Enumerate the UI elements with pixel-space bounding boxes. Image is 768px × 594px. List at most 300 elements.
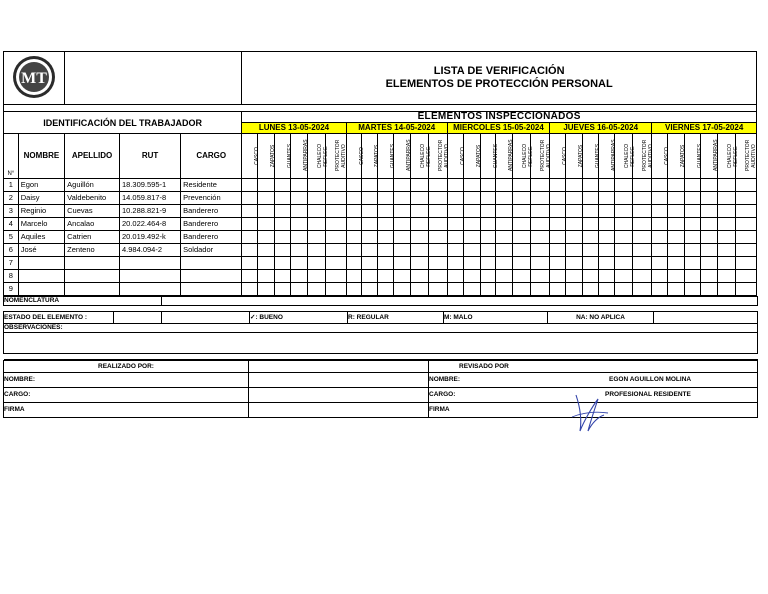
check-cell[interactable] [582,192,598,205]
check-cell[interactable] [684,283,700,296]
check-cell[interactable] [684,231,700,244]
check-cell[interactable] [346,218,362,231]
check-cell[interactable] [550,179,566,192]
check-cell[interactable] [258,231,275,244]
check-cell[interactable] [652,231,668,244]
check-cell[interactable] [565,231,582,244]
check-cell[interactable] [290,244,307,257]
check-cell[interactable] [274,283,290,296]
check-cell[interactable] [598,270,615,283]
check-cell[interactable] [325,283,346,296]
check-cell[interactable] [598,205,615,218]
check-cell[interactable] [668,270,685,283]
check-cell[interactable] [394,257,411,270]
check-cell[interactable] [668,231,685,244]
check-cell[interactable] [346,270,362,283]
check-cell[interactable] [307,179,325,192]
row-number: 3 [4,205,19,218]
check-cell[interactable] [290,205,307,218]
check-cell[interactable] [480,179,496,192]
check-cell[interactable] [274,192,290,205]
observaciones-field[interactable] [4,333,758,354]
check-cell[interactable] [346,283,362,296]
check-cell[interactable] [378,179,394,192]
check-cell[interactable] [735,270,756,283]
check-cell[interactable] [480,231,496,244]
check-cell[interactable] [394,244,411,257]
check-cell[interactable] [531,270,550,283]
check-cell[interactable] [258,218,275,231]
check-cell[interactable] [550,192,566,205]
check-cell[interactable] [496,179,513,192]
check-cell[interactable] [668,179,685,192]
worker-rut: 14.059.817-8 [119,192,180,205]
check-cell[interactable] [447,283,463,296]
check-cell[interactable] [428,179,447,192]
check-cell[interactable] [513,257,531,270]
item-header-label: CASCO [254,147,261,165]
check-cell[interactable] [463,283,480,296]
check-cell[interactable] [550,231,566,244]
check-cell[interactable] [598,192,615,205]
check-cell[interactable] [274,270,290,283]
check-cell[interactable] [410,270,428,283]
check-cell[interactable] [428,192,447,205]
check-cell[interactable] [447,218,463,231]
check-cell[interactable] [582,218,598,231]
col-cargo: CARGO [181,134,242,179]
row-number: 1 [4,179,19,192]
table-row [4,192,757,205]
check-cell[interactable] [615,179,633,192]
check-cell[interactable] [258,192,275,205]
check-cell[interactable] [531,244,550,257]
check-cell[interactable] [410,218,428,231]
check-cell[interactable] [325,192,346,205]
check-cell[interactable] [463,231,480,244]
item-header-label: CASCO [562,147,569,165]
worker-cargo: Soldador [181,244,242,257]
check-cell[interactable] [378,244,394,257]
check-cell[interactable] [346,179,362,192]
col-rut: RUT [119,134,180,179]
check-cell[interactable] [480,257,496,270]
check-cell[interactable] [447,179,463,192]
check-cell[interactable] [513,270,531,283]
check-cell[interactable] [290,192,307,205]
check-cell[interactable] [550,218,566,231]
check-cell[interactable] [325,257,346,270]
check-cell[interactable] [410,257,428,270]
check-cell[interactable] [362,205,378,218]
check-cell[interactable] [463,218,480,231]
check-cell[interactable] [463,179,480,192]
check-cell[interactable] [307,283,325,296]
check-cell[interactable] [615,231,633,244]
check-cell[interactable] [668,257,685,270]
check-cell[interactable] [346,205,362,218]
check-cell[interactable] [496,218,513,231]
check-cell[interactable] [531,192,550,205]
check-cell[interactable] [447,270,463,283]
check-cell[interactable] [717,270,735,283]
check-cell[interactable] [582,270,598,283]
check-cell[interactable] [735,283,756,296]
check-cell[interactable] [394,205,411,218]
check-cell[interactable] [668,205,685,218]
check-cell[interactable] [325,218,346,231]
check-cell[interactable] [652,257,668,270]
check-cell[interactable] [633,205,652,218]
check-cell[interactable] [463,192,480,205]
check-cell[interactable] [565,205,582,218]
check-cell[interactable] [410,231,428,244]
check-cell[interactable] [410,192,428,205]
check-cell[interactable] [565,192,582,205]
check-cell[interactable] [582,257,598,270]
check-cell[interactable] [684,270,700,283]
check-cell[interactable] [565,179,582,192]
check-cell[interactable] [362,257,378,270]
check-cell[interactable] [717,244,735,257]
check-cell[interactable] [513,283,531,296]
check-cell[interactable] [565,283,582,296]
check-cell[interactable] [717,218,735,231]
check-cell[interactable] [463,257,480,270]
check-cell[interactable] [582,179,598,192]
check-cell[interactable] [735,218,756,231]
check-cell[interactable] [633,218,652,231]
check-cell[interactable] [362,218,378,231]
check-cell[interactable] [258,283,275,296]
check-cell[interactable] [633,257,652,270]
check-cell[interactable] [362,244,378,257]
check-cell[interactable] [513,179,531,192]
check-cell[interactable] [531,205,550,218]
check-cell[interactable] [717,283,735,296]
check-cell[interactable] [652,244,668,257]
check-cell[interactable] [428,257,447,270]
check-cell[interactable] [735,257,756,270]
check-cell[interactable] [652,179,668,192]
check-cell[interactable] [274,244,290,257]
check-cell[interactable] [447,231,463,244]
check-cell[interactable] [274,179,290,192]
check-cell[interactable] [550,283,566,296]
check-cell[interactable] [550,257,566,270]
check-cell[interactable] [565,270,582,283]
check-cell[interactable] [700,244,717,257]
check-cell[interactable] [684,192,700,205]
check-cell[interactable] [447,244,463,257]
check-cell[interactable] [550,270,566,283]
worker-rut [119,257,180,270]
check-cell[interactable] [684,257,700,270]
check-cell[interactable] [735,244,756,257]
check-cell[interactable] [394,179,411,192]
check-cell[interactable] [513,231,531,244]
check-cell[interactable] [598,231,615,244]
check-cell[interactable] [447,192,463,205]
check-cell[interactable] [700,270,717,283]
check-cell[interactable] [480,270,496,283]
check-cell[interactable] [346,231,362,244]
check-cell[interactable] [378,257,394,270]
check-cell[interactable] [668,218,685,231]
check-cell[interactable] [290,218,307,231]
check-cell[interactable] [258,205,275,218]
check-cell[interactable] [362,231,378,244]
check-cell[interactable] [531,257,550,270]
check-cell[interactable] [550,244,566,257]
check-cell[interactable] [463,205,480,218]
check-cell[interactable] [496,244,513,257]
check-cell[interactable] [346,244,362,257]
worker-cargo: Prevención [181,192,242,205]
check-cell[interactable] [598,283,615,296]
check-cell[interactable] [258,179,275,192]
check-cell[interactable] [378,231,394,244]
check-cell[interactable] [242,244,258,257]
realizado-firma-field[interactable] [249,403,429,418]
check-cell[interactable] [633,270,652,283]
check-cell[interactable] [290,179,307,192]
check-cell[interactable] [717,231,735,244]
check-cell[interactable] [290,283,307,296]
check-cell[interactable] [258,257,275,270]
row-number: 6 [4,244,19,257]
check-cell[interactable] [290,257,307,270]
check-cell[interactable] [428,218,447,231]
check-cell[interactable] [290,270,307,283]
check-cell[interactable] [531,283,550,296]
check-cell[interactable] [463,244,480,257]
worker-nombre: Reginio [18,205,64,218]
check-cell[interactable] [700,218,717,231]
check-cell[interactable] [394,218,411,231]
check-cell[interactable] [700,205,717,218]
check-cell[interactable] [598,218,615,231]
check-cell[interactable] [496,205,513,218]
check-cell[interactable] [307,244,325,257]
check-cell[interactable] [531,231,550,244]
check-cell[interactable] [480,218,496,231]
check-cell[interactable] [394,231,411,244]
check-cell[interactable] [700,179,717,192]
check-cell[interactable] [700,257,717,270]
check-cell[interactable] [362,283,378,296]
check-cell[interactable] [717,179,735,192]
check-cell[interactable] [582,205,598,218]
check-cell[interactable] [513,244,531,257]
check-cell[interactable] [346,257,362,270]
check-cell[interactable] [668,283,685,296]
check-cell[interactable] [290,231,307,244]
check-cell[interactable] [362,192,378,205]
check-cell[interactable] [480,244,496,257]
check-cell[interactable] [428,283,447,296]
check-cell[interactable] [496,257,513,270]
check-cell[interactable] [307,218,325,231]
check-cell[interactable] [428,205,447,218]
check-cell[interactable] [242,257,258,270]
check-cell[interactable] [735,179,756,192]
check-cell[interactable] [735,205,756,218]
check-cell[interactable] [242,218,258,231]
check-cell[interactable] [598,257,615,270]
check-cell[interactable] [307,257,325,270]
worker-nombre [18,270,64,283]
check-cell[interactable] [378,270,394,283]
check-cell[interactable] [307,270,325,283]
worker-apellido: Cuevas [65,205,120,218]
check-cell[interactable] [394,270,411,283]
check-cell[interactable] [633,283,652,296]
check-cell[interactable] [735,231,756,244]
worker-nombre: Marcelo [18,218,64,231]
check-cell[interactable] [242,192,258,205]
check-cell[interactable] [684,244,700,257]
check-cell[interactable] [615,205,633,218]
check-cell[interactable] [700,231,717,244]
check-cell[interactable] [258,244,275,257]
check-cell[interactable] [717,205,735,218]
item-header-label: ZAPATOS [270,144,277,168]
check-cell[interactable] [513,218,531,231]
check-cell[interactable] [496,283,513,296]
check-cell[interactable] [362,179,378,192]
check-cell[interactable] [615,244,633,257]
check-cell[interactable] [378,218,394,231]
check-cell[interactable] [242,205,258,218]
check-cell[interactable] [496,231,513,244]
check-cell[interactable] [633,231,652,244]
check-cell[interactable] [633,179,652,192]
check-cell[interactable] [394,283,411,296]
check-cell[interactable] [258,270,275,283]
check-cell[interactable] [480,192,496,205]
check-cell[interactable] [513,205,531,218]
worker-nombre: Daisy [18,192,64,205]
check-cell[interactable] [242,231,258,244]
check-cell[interactable] [274,205,290,218]
check-cell[interactable] [447,205,463,218]
check-cell[interactable] [480,283,496,296]
check-cell[interactable] [668,192,685,205]
check-cell[interactable] [615,218,633,231]
check-cell[interactable] [242,270,258,283]
check-cell[interactable] [700,283,717,296]
check-cell[interactable] [378,283,394,296]
check-cell[interactable] [394,192,411,205]
check-cell[interactable] [684,205,700,218]
check-cell[interactable] [652,283,668,296]
table-row [4,244,757,257]
check-cell[interactable] [582,283,598,296]
check-cell[interactable] [684,179,700,192]
check-cell[interactable] [325,244,346,257]
check-cell[interactable] [550,205,566,218]
legend-bueno: ✓: BUENO [250,312,348,324]
check-cell[interactable] [242,179,258,192]
check-cell[interactable] [410,205,428,218]
check-cell[interactable] [410,179,428,192]
check-cell[interactable] [633,244,652,257]
check-cell[interactable] [410,283,428,296]
realizado-cargo-field[interactable] [249,388,429,403]
check-cell[interactable] [615,270,633,283]
check-cell[interactable] [325,231,346,244]
check-cell[interactable] [565,257,582,270]
check-cell[interactable] [582,231,598,244]
check-cell[interactable] [447,257,463,270]
check-cell[interactable] [325,179,346,192]
day-header: LUNES 13-05-2024 [242,123,346,134]
check-cell[interactable] [652,205,668,218]
check-cell[interactable] [274,231,290,244]
check-cell[interactable] [598,244,615,257]
check-cell[interactable] [428,231,447,244]
check-cell[interactable] [565,244,582,257]
check-cell[interactable] [633,192,652,205]
check-cell[interactable] [652,270,668,283]
check-cell[interactable] [378,205,394,218]
check-cell[interactable] [307,205,325,218]
realizado-nombre-field[interactable] [249,373,429,388]
check-cell[interactable] [496,192,513,205]
check-cell[interactable] [242,283,258,296]
check-cell[interactable] [463,270,480,283]
check-cell[interactable] [346,192,362,205]
check-cell[interactable] [307,192,325,205]
check-cell[interactable] [307,231,325,244]
check-cell[interactable] [615,283,633,296]
check-cell[interactable] [274,218,290,231]
check-cell[interactable] [598,179,615,192]
check-cell[interactable] [325,205,346,218]
check-cell[interactable] [700,192,717,205]
check-cell[interactable] [684,218,700,231]
check-cell[interactable] [378,192,394,205]
check-cell[interactable] [428,244,447,257]
check-cell[interactable] [652,192,668,205]
check-cell[interactable] [735,192,756,205]
check-cell[interactable] [531,218,550,231]
day-header: JUEVES 16-05-2024 [550,123,652,134]
check-cell[interactable] [480,205,496,218]
check-cell[interactable] [652,218,668,231]
check-cell[interactable] [428,270,447,283]
worker-nombre: Egon [18,179,64,192]
check-cell[interactable] [325,270,346,283]
check-cell[interactable] [668,244,685,257]
check-cell[interactable] [717,257,735,270]
signature-image [568,393,612,435]
check-cell[interactable] [496,270,513,283]
check-cell[interactable] [274,257,290,270]
check-cell[interactable] [565,218,582,231]
check-cell[interactable] [717,192,735,205]
check-cell[interactable] [615,192,633,205]
check-cell[interactable] [362,270,378,283]
worker-cargo [181,257,242,270]
check-cell[interactable] [615,257,633,270]
check-cell[interactable] [582,244,598,257]
check-cell[interactable] [513,192,531,205]
row-number: 4 [4,218,19,231]
check-cell[interactable] [410,244,428,257]
check-cell[interactable] [531,179,550,192]
